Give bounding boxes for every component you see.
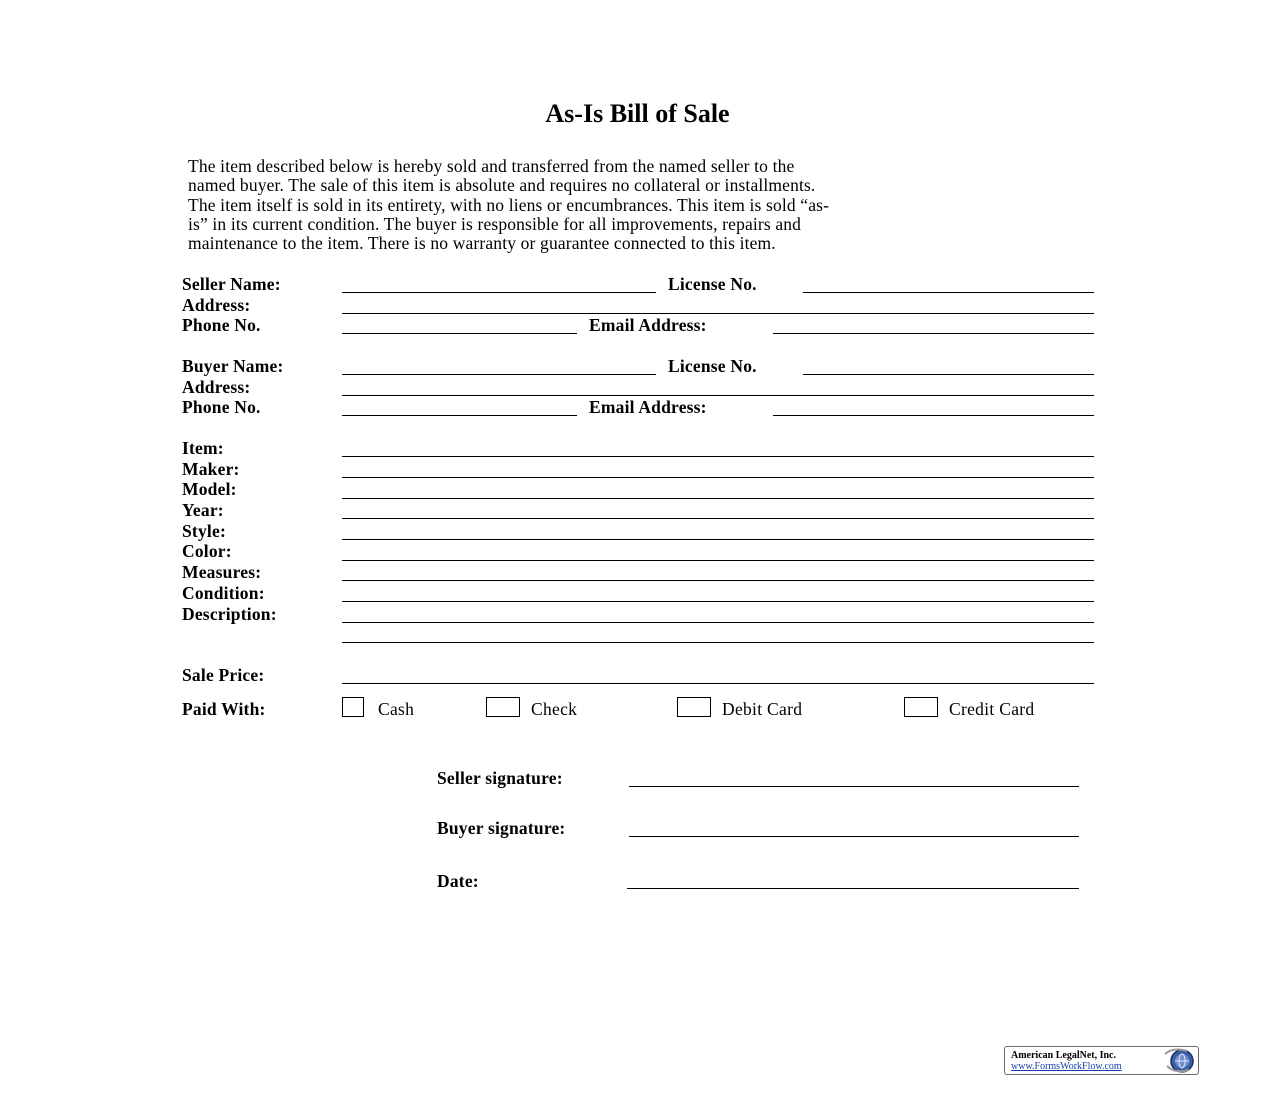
- buyer-license-label: License No.: [668, 356, 757, 376]
- buyer-signature-field[interactable]: [629, 836, 1079, 837]
- check-checkbox[interactable]: [486, 697, 520, 717]
- seller-license-label: License No.: [668, 274, 757, 294]
- color-label: Color:: [182, 541, 232, 561]
- footer-logo[interactable]: [1004, 1046, 1199, 1075]
- year-label: Year:: [182, 500, 224, 520]
- credit-card-checkbox[interactable]: [904, 697, 938, 717]
- paid-with-label: Paid With:: [182, 699, 266, 719]
- debit-card-checkbox[interactable]: [677, 697, 711, 717]
- sale-price-field[interactable]: [342, 683, 1094, 684]
- model-field[interactable]: [342, 498, 1094, 499]
- style-field[interactable]: [342, 539, 1094, 540]
- check-option-label: Check: [531, 699, 578, 719]
- measures-label: Measures:: [182, 562, 262, 582]
- model-label: Model:: [182, 479, 237, 499]
- buyer-phone-field[interactable]: [342, 415, 577, 416]
- intro-paragraph: [188, 157, 1098, 253]
- buyer-license-field[interactable]: [803, 374, 1094, 375]
- cash-option-label: Cash: [378, 699, 415, 719]
- condition-field[interactable]: [342, 601, 1094, 602]
- buyer-email-label: Email Address:: [589, 397, 707, 417]
- seller-signature-label: Seller signature:: [437, 768, 563, 788]
- buyer-address-label: Address:: [182, 377, 251, 397]
- intro-line-1: The item described below is hereby sold and transferred from the named seller to the: [188, 156, 795, 176]
- condition-label: Condition:: [182, 583, 265, 603]
- buyer-name-label: Buyer Name:: [182, 356, 284, 376]
- cash-checkbox[interactable]: [342, 697, 364, 717]
- document-title: As-Is Bill of Sale: [545, 99, 730, 128]
- intro-line-4: is” in its current condition. The buyer is responsible for all improvements, repairs and: [188, 213, 802, 234]
- buyer-email-field[interactable]: [773, 415, 1094, 416]
- logo-url-link[interactable]: www.FormsWorkFlow.com: [1011, 1061, 1122, 1072]
- seller-signature-field[interactable]: [629, 786, 1079, 787]
- globe-icon: [1161, 1048, 1197, 1074]
- debit-card-option-label: Debit Card: [722, 699, 803, 719]
- seller-license-field[interactable]: [803, 292, 1094, 293]
- item-label: Item:: [182, 438, 224, 458]
- seller-phone-field[interactable]: [342, 333, 577, 334]
- year-field[interactable]: [342, 518, 1094, 519]
- logo-company-name: American LegalNet, Inc.: [1011, 1050, 1116, 1061]
- seller-name-field[interactable]: [342, 292, 656, 293]
- buyer-address-field[interactable]: [342, 395, 1094, 396]
- intro-line-2: named buyer. The sale of this item is absolute and requires no collateral or installments.: [188, 175, 816, 196]
- seller-email-field[interactable]: [773, 333, 1094, 334]
- date-field[interactable]: [627, 888, 1079, 889]
- style-label: Style:: [182, 521, 226, 541]
- description-label: Description:: [182, 604, 277, 624]
- maker-field[interactable]: [342, 477, 1094, 478]
- buyer-signature-label: Buyer signature:: [437, 818, 566, 838]
- buyer-name-field[interactable]: [342, 374, 656, 375]
- date-label: Date:: [437, 871, 479, 891]
- description-field-line-1[interactable]: [342, 622, 1094, 623]
- seller-name-label: Seller Name:: [182, 274, 281, 294]
- maker-label: Maker:: [182, 459, 240, 479]
- seller-address-field[interactable]: [342, 313, 1094, 314]
- description-field-line-2[interactable]: [342, 642, 1094, 643]
- measures-field[interactable]: [342, 580, 1094, 581]
- seller-phone-label: Phone No.: [182, 315, 261, 335]
- item-field[interactable]: [342, 456, 1094, 457]
- seller-email-label: Email Address:: [589, 315, 707, 335]
- intro-line-5: maintenance to the item. There is no warranty or guarantee connected to this item.: [188, 233, 776, 254]
- credit-card-option-label: Credit Card: [949, 699, 1035, 719]
- color-field[interactable]: [342, 560, 1094, 561]
- seller-address-label: Address:: [182, 295, 251, 315]
- intro-line-3: The item itself is sold in its entirety, with no liens or encumbrances. This item is sold “as-: [188, 194, 830, 215]
- buyer-phone-label: Phone No.: [182, 397, 261, 417]
- sale-price-label: Sale Price:: [182, 665, 265, 685]
